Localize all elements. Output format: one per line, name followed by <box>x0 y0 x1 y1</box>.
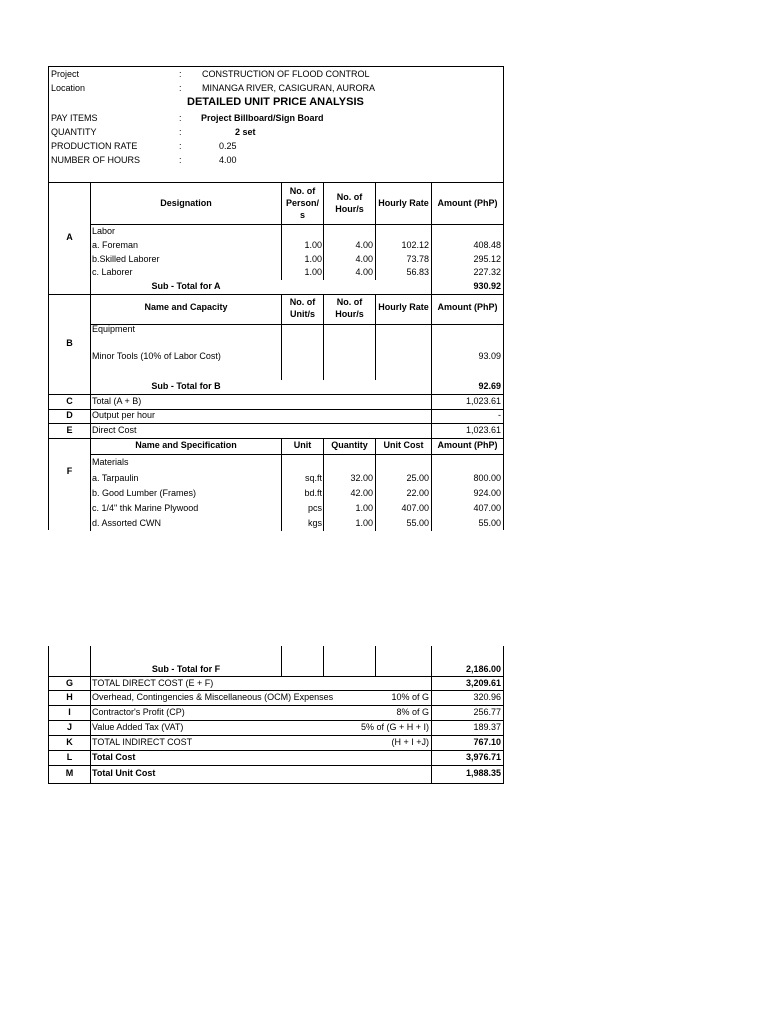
material-amount: 407.00 <box>473 503 501 513</box>
labor-rate: 56.83 <box>406 267 429 277</box>
rule <box>49 783 503 784</box>
row-value: 767.10 <box>473 737 501 747</box>
row-letter: L <box>66 752 73 762</box>
row-label: Value Added Tax (VAT) <box>92 722 184 732</box>
section-letter: F <box>66 466 73 476</box>
material-name: a. Tarpaulin <box>92 473 139 483</box>
labor-persons: 1.00 <box>304 254 322 264</box>
material-unit: bd.ft <box>304 488 322 498</box>
subtotal-value: 92.69 <box>478 381 501 391</box>
subtotal-value: 2,186.00 <box>465 664 501 674</box>
rule <box>49 182 503 183</box>
production-rate-value: 0.25 <box>219 141 237 151</box>
subtotal-value: 930.92 <box>473 281 501 291</box>
labor-name: b.Skilled Laborer <box>92 254 160 264</box>
row-label: Total (A + B) <box>92 396 142 406</box>
colon: : <box>179 141 182 151</box>
material-quantity: 42.00 <box>350 488 373 498</box>
labor-hours: 4.00 <box>355 240 373 250</box>
rule <box>375 646 376 676</box>
row-value: 3,976.71 <box>465 752 501 762</box>
labor-amount: 227.32 <box>473 267 501 277</box>
labor-name: a. Foreman <box>92 240 139 250</box>
pay-items-value: Project Billboard/Sign Board <box>201 113 324 123</box>
row-letter: D <box>66 410 73 420</box>
row-value: 3,209.61 <box>465 678 501 688</box>
material-amount: 924.00 <box>473 488 501 498</box>
column-header: No. of Unit/s <box>289 297 316 319</box>
row-letter: G <box>65 678 73 688</box>
column-header: Designation <box>160 198 212 208</box>
hours-label: NUMBER OF HOURS <box>51 155 141 165</box>
subtotal-label: Sub - Total for F <box>151 664 221 674</box>
row-label: Direct Cost <box>92 425 137 435</box>
labor-persons: 1.00 <box>304 267 322 277</box>
column-header: Quantity <box>331 440 368 450</box>
rule <box>90 454 503 455</box>
column-header: Hourly Rate <box>378 198 429 208</box>
material-quantity: 1.00 <box>355 503 373 513</box>
pay-items-label: PAY ITEMS <box>51 113 98 123</box>
row-value: - <box>498 410 501 420</box>
row-label: Contractor's Profit (CP) <box>92 707 185 717</box>
column-header: Unit Cost <box>383 440 424 450</box>
rule <box>49 294 503 295</box>
material-amount: 55.00 <box>478 518 501 528</box>
row-letter: I <box>68 707 71 717</box>
colon: : <box>179 127 182 137</box>
row-label: Output per hour <box>92 410 156 420</box>
rule <box>281 646 282 676</box>
colon: : <box>179 113 182 123</box>
material-unit: sq.ft <box>304 473 322 483</box>
column-header: Amount (PhP) <box>437 198 498 208</box>
labor-amount: 408.48 <box>473 240 501 250</box>
rule <box>90 324 503 325</box>
row-letter: K <box>66 737 73 747</box>
hours-value: 4.00 <box>219 155 237 165</box>
material-quantity: 32.00 <box>350 473 373 483</box>
row-label: Overhead, Contingencies & Miscellaneous (OCM) Expenses <box>92 692 334 702</box>
row-value: 320.96 <box>473 692 501 702</box>
column-header: Unit <box>293 440 312 450</box>
row-value: 1,988.35 <box>465 768 501 778</box>
rule <box>323 646 324 676</box>
labor-name: c. Laborer <box>92 267 133 277</box>
material-unit-cost: 25.00 <box>406 473 429 483</box>
page-title: DETAILED UNIT PRICE ANALYSIS <box>187 96 364 108</box>
column-header: No. of Person/ s <box>285 186 319 220</box>
material-unit: pcs <box>307 503 322 513</box>
row-basis: 8% of G <box>396 707 429 717</box>
row-label: TOTAL DIRECT COST (E + F) <box>92 678 214 688</box>
material-name: b. Good Lumber (Frames) <box>92 488 197 498</box>
section-letter: A <box>66 232 73 242</box>
group-label: Materials <box>92 457 129 467</box>
column-header: Hourly Rate <box>378 302 429 312</box>
row-value: 1,023.61 <box>465 396 501 406</box>
quantity-label: QUANTITY <box>51 127 97 137</box>
column-header: Name and Specification <box>135 440 237 450</box>
group-label: Labor <box>92 226 116 236</box>
colon: : <box>179 69 182 79</box>
material-amount: 800.00 <box>473 473 501 483</box>
unit-price-sheet-top <box>48 66 504 530</box>
production-rate-label: PRODUCTION RATE <box>51 141 138 151</box>
unit-price-sheet-bottom <box>48 646 504 784</box>
labor-rate: 73.78 <box>406 254 429 264</box>
material-quantity: 1.00 <box>355 518 373 528</box>
column-header: Amount (PhP) <box>437 302 498 312</box>
material-name: d. Assorted CWN <box>92 518 162 528</box>
labor-rate: 102.12 <box>401 240 429 250</box>
equipment-name: Minor Tools (10% of Labor Cost) <box>92 351 221 361</box>
group-label: Equipment <box>92 324 136 334</box>
row-basis: 10% of G <box>391 692 429 702</box>
column-header: Name and Capacity <box>144 302 228 312</box>
row-letter: H <box>66 692 73 702</box>
project-label: Project <box>51 69 80 79</box>
labor-persons: 1.00 <box>304 240 322 250</box>
rule <box>90 182 91 531</box>
material-unit-cost: 22.00 <box>406 488 429 498</box>
row-letter: J <box>66 722 72 732</box>
row-letter: M <box>65 768 74 778</box>
material-unit-cost: 407.00 <box>401 503 429 513</box>
column-header: No. of Hour/s <box>335 297 364 319</box>
row-value: 256.77 <box>473 707 501 717</box>
row-basis: (H + I +J) <box>391 737 429 747</box>
row-label: TOTAL INDIRECT COST <box>92 737 193 747</box>
row-label: Total Unit Cost <box>92 768 156 778</box>
labor-hours: 4.00 <box>355 254 373 264</box>
rule <box>90 224 503 225</box>
column-header: No. of Hour/s <box>335 192 364 214</box>
equipment-amount: 93.09 <box>478 351 501 361</box>
subtotal-label: Sub - Total for A <box>151 281 221 291</box>
quantity-value: 2 set <box>235 127 256 137</box>
column-header: Amount (PhP) <box>437 440 498 450</box>
subtotal-label: Sub - Total for B <box>151 381 221 391</box>
row-label: Total Cost <box>92 752 136 762</box>
location-label: Location <box>51 83 86 93</box>
material-name: c. 1/4" thk Marine Plywood <box>92 503 199 513</box>
material-unit: kgs <box>307 518 322 528</box>
section-letter: B <box>66 338 73 348</box>
project-value: CONSTRUCTION OF FLOOD CONTROL <box>202 69 370 79</box>
rule <box>49 765 503 766</box>
location-value: MINANGA RIVER, CASIGURAN, AURORA <box>202 83 376 93</box>
row-basis: 5% of (G + H + I) <box>360 722 429 732</box>
row-value: 189.37 <box>473 722 501 732</box>
colon: : <box>179 83 182 93</box>
row-letter: C <box>66 396 73 406</box>
labor-amount: 295.12 <box>473 254 501 264</box>
row-value: 1,023.61 <box>465 425 501 435</box>
colon: : <box>179 155 182 165</box>
labor-hours: 4.00 <box>355 267 373 277</box>
row-letter: E <box>66 425 73 435</box>
material-unit-cost: 55.00 <box>406 518 429 528</box>
